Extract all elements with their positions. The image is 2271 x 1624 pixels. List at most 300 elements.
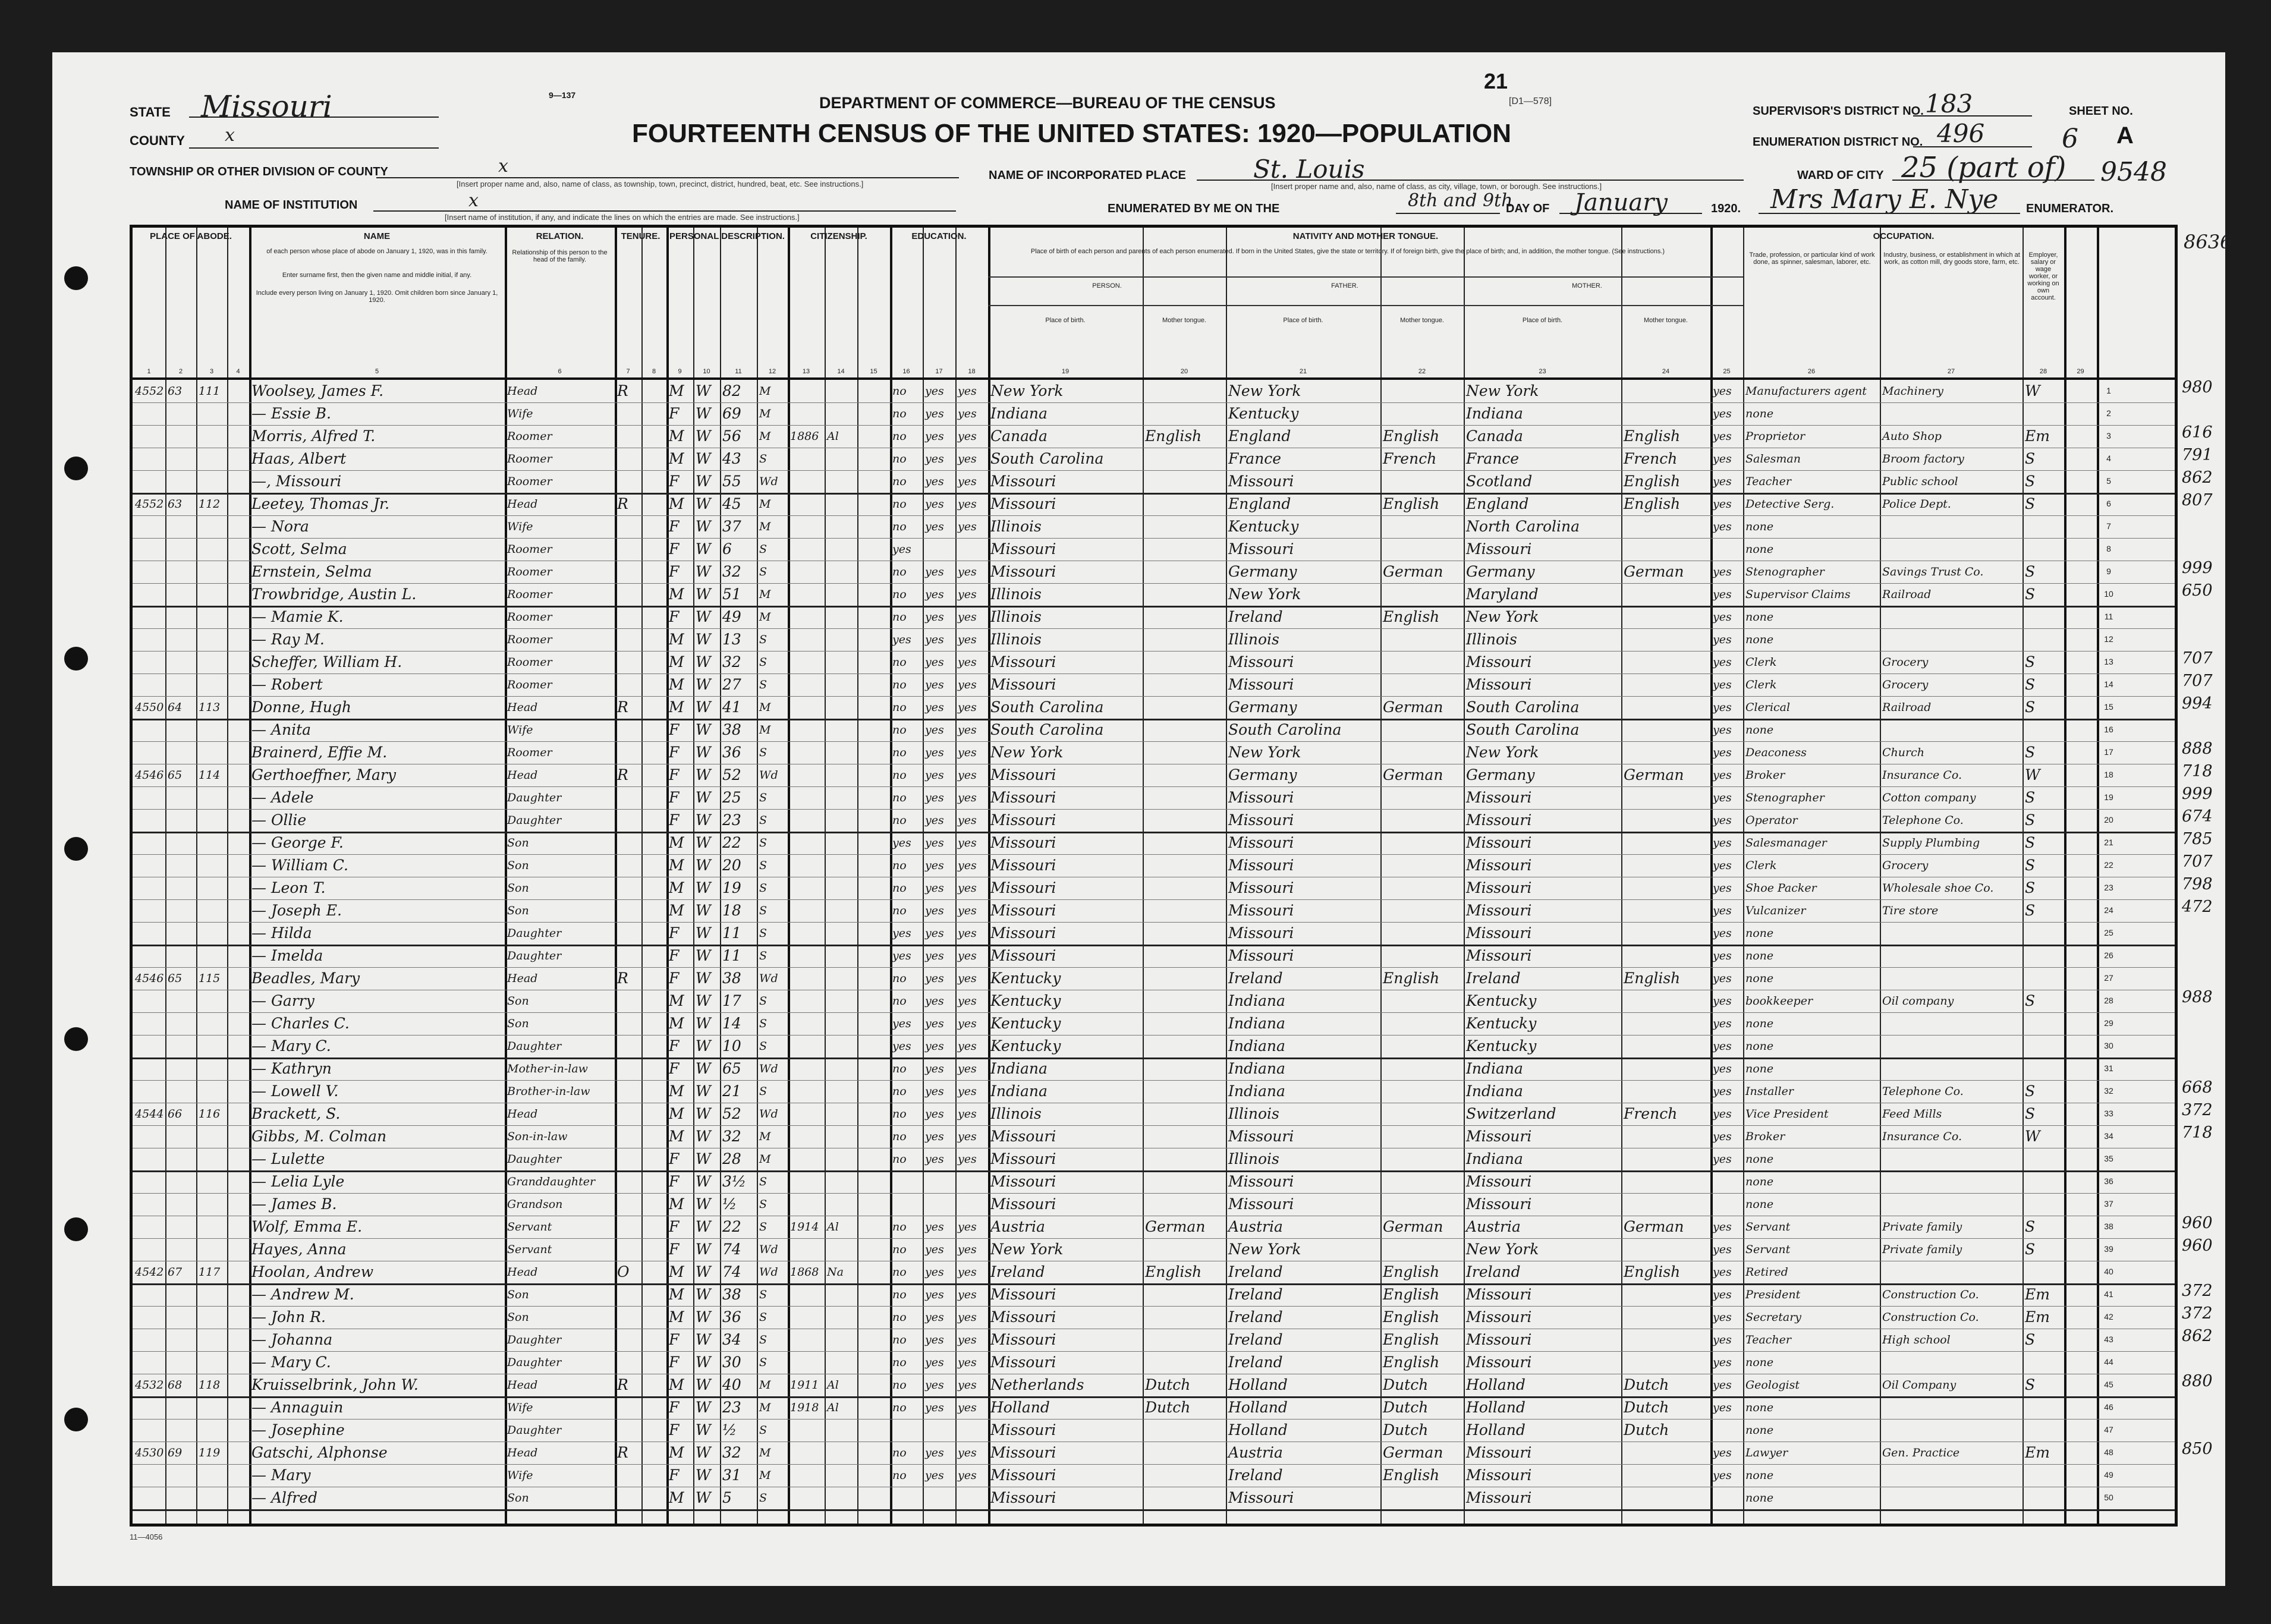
cell-mpob: Ireland [1466,1263,1521,1280]
column-number: 2 [178,368,183,375]
cell-pob: Missouri [990,766,1056,783]
cell-mpob: Canada [1466,427,1523,445]
cell-industry: Railroad [1882,588,1932,601]
cell-mpob: England [1466,495,1529,512]
cell-school: yes [892,543,911,556]
cell-name: — Andrew M. [251,1286,354,1303]
cell-eng: yes [1713,430,1732,443]
cell-street: 4546 [135,972,164,985]
occupation-code: 472 [2182,898,2213,916]
cell-school: no [892,1107,907,1121]
cell-industry: Auto Shop [1882,430,1942,443]
line-number: 50 [2104,1493,2113,1502]
cell-cls: S [2025,450,2036,467]
cell-rel: Son [507,882,529,895]
cell-eng: yes [1713,1085,1732,1098]
cell-fpob: Ireland [1228,1466,1283,1484]
footer-code: 11—4056 [130,1532,163,1541]
cell-school: no [892,859,907,872]
cell-mpob: New York [1466,382,1539,399]
cell-own: R [617,495,628,512]
cell-ftongue: Dutch [1383,1376,1429,1393]
cell-race: W [696,631,711,648]
cell-read: yes [925,1085,944,1098]
cell-write: yes [958,994,977,1008]
column-number: 18 [968,368,976,375]
cell-fpob: Austria [1228,1444,1283,1461]
cell-race: W [696,1082,711,1100]
cell-pob: Missouri [990,495,1056,512]
cell-sex: M [669,1489,684,1506]
cell-trade: Teacher [1745,475,1791,488]
enumerator-name: Mrs Mary E. Nye [1770,184,1999,215]
cell-trade: Clerk [1745,859,1777,872]
form-code: [D1—578] [1509,96,1552,106]
cell-eng: yes [1713,769,1732,782]
cell-rel: Wife [507,1401,533,1414]
cell-name: Brackett, S. [251,1105,341,1122]
cell-fpob: England [1228,427,1291,445]
cell-name: Hayes, Anna [251,1241,347,1258]
place-value: St. Louis [1253,155,1365,184]
cell-school: no [892,994,907,1008]
cell-race: W [696,1015,711,1032]
cell-age: 10 [722,1037,741,1055]
line-number: 35 [2104,1154,2113,1163]
cell-write: yes [958,1220,977,1233]
cell-rel: Roomer [507,565,552,578]
cell-sex: M [669,495,684,512]
cell-rel: Daughter [507,1040,562,1053]
township-note: [Insert proper name and, also, name of class, as township, town, precinct, district, hundred, beat, etc. See instructions.] [457,180,864,188]
cell-industry: Tire store [1882,904,1939,917]
form-number: 9—137 [549,90,576,100]
institution-label: NAME OF INSTITUTION [225,199,358,212]
cell-mpob: Illinois [1466,631,1517,648]
cell-mpob: Indiana [1466,1150,1523,1167]
table-row [133,877,2175,900]
cell-pob: Missouri [990,1173,1056,1190]
cell-ms: S [759,1356,768,1369]
table-row [133,1351,2175,1374]
cell-school: no [892,475,907,488]
cell-race: W [696,518,711,535]
cell-rel: Head [507,1378,538,1392]
column-number: 14 [837,368,845,375]
margin-note: 8636 [2184,231,2232,253]
cell-fam: 118 [199,1378,221,1392]
cell-write: yes [958,1356,977,1369]
cell-trade: Detective Serg. [1745,498,1835,511]
occupation-code: 960 [2182,1214,2213,1232]
cell-trade: Stenographer [1745,791,1825,804]
table-row [133,990,2175,1013]
cell-rel: Roomer [507,610,552,624]
cell-rel: Son [507,1311,529,1324]
cell-mpob: New York [1466,744,1539,761]
cell-rel: Wife [507,723,533,737]
cell-ms: S [759,836,768,849]
cell-sex: F [669,563,680,580]
cell-ftongue: English [1383,1308,1440,1326]
cell-eng: yes [1713,1017,1732,1030]
punch-hole [64,837,88,861]
name-description-2: Enter surname first, then the given name and middle initial, if any. [282,272,472,279]
cell-pob: Missouri [990,947,1056,964]
cell-write: yes [958,1311,977,1324]
cell-write: yes [958,1130,977,1143]
table-row [133,1035,2175,1059]
cell-fpob: Ireland [1228,1354,1283,1371]
cell-ms: S [759,746,768,759]
cell-name: — Mamie K. [251,608,344,625]
cell-pob: Illinois [990,518,1042,535]
cell-race: W [696,676,711,693]
cell-sex: F [669,1354,680,1371]
cell-sex: M [669,1105,684,1122]
nativity-description: Place of birth of each person and parents of each person enumerated. If born in the United States, give the state or territory. If of foreign birth, give the place of birth; and, in addition, the mother tongue. (See instructions.) [1030,248,1665,255]
cell-ms: S [759,949,768,962]
cell-rel: Head [507,385,538,398]
occupation-code: 850 [2182,1440,2213,1458]
cell-name: — Josephine [251,1421,345,1439]
cell-school: no [892,1220,907,1233]
place-note: [Insert proper name and, also, name of class, as city, village, town, or borough. See instructions.] [1271,182,1602,191]
table-row [133,832,2175,855]
cell-ms: S [759,791,768,804]
cell-street: 4550 [135,701,164,714]
supervisor-label: SUPERVISOR'S DISTRICT NO. [1753,105,1924,118]
cell-school: no [892,1062,907,1075]
mother-mother-tongue: Mother tongue. [1644,317,1688,324]
cell-cls: S [2025,1241,2036,1258]
cell-trade: Proprietor [1745,430,1806,443]
ward-extra: 9548 [2100,157,2167,187]
cell-read: yes [925,1288,944,1301]
cell-school: no [892,791,907,804]
cell-cls: S [2025,586,2036,603]
cell-write: yes [958,814,977,827]
cell-name: — Alfred [251,1489,317,1506]
cell-read: yes [925,746,944,759]
table-row [133,1283,2175,1307]
cell-pob: Canada [990,427,1048,445]
cell-race: W [696,1399,711,1416]
cell-fpob: Missouri [1228,947,1294,964]
cell-own: R [617,698,628,716]
cell-write: yes [958,1333,977,1346]
cell-race: W [696,1444,711,1461]
cell-mpob: Kentucky [1466,992,1537,1009]
cell-ftongue: English [1383,1286,1440,1303]
cell-write: yes [958,565,977,578]
table-row [133,945,2175,968]
cell-school: no [892,498,907,511]
cell-age: 23 [722,811,741,829]
line-number: 9 [2106,566,2111,576]
cell-read: yes [925,520,944,533]
cell-name: — Essie B. [251,405,331,422]
cell-trade: none [1745,1040,1774,1053]
column-group-label: RELATION. [536,231,584,241]
column-number: 9 [678,368,682,375]
cell-house: 69 [168,1446,183,1459]
cell-pob: Missouri [990,1331,1056,1348]
cell-ms: Wd [759,475,778,488]
column-number: 20 [1180,368,1188,375]
table-row [133,1125,2175,1148]
cell-eng: yes [1713,565,1732,578]
cell-age: 25 [722,789,741,806]
cell-age: 45 [722,495,741,512]
cell-read: yes [925,701,944,714]
cell-mtongue: French [1624,1105,1678,1122]
cell-read: yes [925,1153,944,1166]
cell-school: no [892,882,907,895]
cell-pob: Illinois [990,1105,1042,1122]
cell-read: yes [925,498,944,511]
cell-pob: Austria [990,1218,1045,1235]
cell-mpob: New York [1466,608,1539,625]
table-row [133,1103,2175,1126]
cell-age: 32 [722,563,741,580]
cell-rel: Roomer [507,452,552,465]
cell-read: yes [925,1220,944,1233]
cell-read: yes [925,610,944,624]
cell-ms: M [759,407,771,420]
cell-race: W [696,970,711,987]
cell-fpob: Indiana [1228,992,1285,1009]
cell-mpob: Missouri [1466,1195,1532,1213]
cell-write: yes [958,949,977,962]
cell-pob: Kentucky [990,1015,1061,1032]
cell-trade: none [1745,1153,1774,1166]
cell-sex: M [669,382,684,399]
cell-sex: M [669,834,684,851]
cell-name: Woolsey, James F. [251,382,384,399]
occupation-code: 807 [2182,491,2213,509]
line-number: 36 [2104,1176,2113,1186]
cell-rel: Son [507,859,529,872]
cell-age: 82 [722,382,741,399]
cell-eng: yes [1713,972,1732,985]
line-number: 20 [2104,815,2113,824]
cell-sex: F [669,766,680,783]
cell-school: no [892,1085,907,1098]
cell-house: 63 [168,498,183,511]
column-number: 17 [935,368,943,375]
occupation-code: 862 [2182,468,2213,487]
cell-nat: Al [827,1220,839,1233]
cell-write: yes [958,791,977,804]
cell-nat: Al [827,430,839,443]
cell-read: yes [925,565,944,578]
cell-write: yes [958,1288,977,1301]
cell-sex: M [669,653,684,671]
table-row [133,538,2175,561]
cell-mpob: Holland [1466,1376,1525,1393]
occupation-trade-desc: Trade, profession, or particular kind of work done, as spinner, salesman, laborer, etc. [1749,251,1875,266]
cell-rel: Granddaughter [507,1175,596,1188]
cell-industry: Police Dept. [1882,498,1951,511]
cell-eng: yes [1713,407,1732,420]
cell-race: W [696,1286,711,1303]
cell-fam: 114 [199,769,221,782]
cell-house: 66 [168,1107,183,1121]
cell-tongue: Dutch [1145,1399,1191,1416]
cell-fpob: Ireland [1228,1286,1283,1303]
table-row [133,628,2175,652]
cell-school: yes [892,1040,911,1053]
cell-cls: W [2025,1128,2040,1145]
cell-trade: none [1745,1424,1774,1437]
line-number: 3 [2106,431,2111,440]
cell-rel: Daughter [507,1333,562,1346]
table-row [133,922,2175,946]
cell-sex: M [669,1128,684,1145]
cell-write: yes [958,1017,977,1030]
cell-cls: S [2025,653,2036,671]
punch-hole [64,266,88,290]
cell-ms: S [759,994,768,1008]
cell-race: W [696,902,711,919]
cell-race: W [696,1060,711,1077]
cell-sex: F [669,789,680,806]
cell-trade: bookkeeper [1745,994,1813,1008]
cell-rel: Head [507,1266,538,1279]
cell-ms: S [759,1333,768,1346]
occupation-code: 798 [2182,875,2213,893]
cell-mpob: Holland [1466,1399,1525,1416]
cell-trade: Installer [1745,1085,1794,1098]
cell-write: yes [958,430,977,443]
cell-industry: Cotton company [1882,791,1976,804]
cell-cls: S [2025,857,2036,874]
cell-cls: S [2025,563,2036,580]
cell-trade: Salesmanager [1745,836,1827,849]
line-number: 28 [2104,996,2113,1005]
cell-eng: yes [1713,1356,1732,1369]
column-number: 8 [652,368,656,375]
column-number: 25 [1723,368,1731,375]
cell-read: yes [925,407,944,420]
cell-ms: S [759,1040,768,1053]
census-grid [130,225,2178,1527]
cell-school: yes [892,836,911,849]
cell-sex: F [669,1241,680,1258]
cell-name: — Lelia Lyle [251,1173,345,1190]
cell-mpob: Ireland [1466,970,1521,987]
cell-mpob: Scotland [1466,473,1533,490]
cell-race: W [696,924,711,942]
cell-industry: Supply Plumbing [1882,836,1980,849]
cell-mpob: South Carolina [1466,721,1580,738]
cell-cls: S [2025,811,2036,829]
cell-eng: yes [1713,1378,1732,1392]
cell-fpob: France [1228,450,1282,467]
cell-mtongue: Dutch [1624,1376,1669,1393]
cell-fpob: Ireland [1228,970,1283,987]
line-number: 31 [2104,1063,2113,1073]
cell-mtongue: English [1624,473,1681,490]
column-number: 28 [2039,368,2047,375]
cell-mpob: Missouri [1466,857,1532,874]
cell-tongue: English [1145,427,1202,445]
cell-read: yes [925,994,944,1008]
cell-industry: Savings Trust Co. [1882,565,1984,578]
cell-mpob: Switzerland [1466,1105,1556,1122]
column-group-label: NAME [363,231,391,241]
column-group-label: PLACE OF ABODE. [150,231,232,241]
cell-pob: Kentucky [990,1037,1061,1055]
cell-mpob: Germany [1466,766,1535,783]
cell-age: 38 [722,970,741,987]
cell-fpob: Ireland [1228,608,1283,625]
cell-fpob: Missouri [1228,1173,1294,1190]
cell-cls: Em [2025,427,2050,445]
line-number: 26 [2104,951,2113,960]
occupation-code: 999 [2182,785,2213,803]
cell-pob: Kentucky [990,970,1061,987]
cell-trade: Servant [1745,1220,1791,1233]
cell-age: 38 [722,1286,741,1303]
cell-industry: Insurance Co. [1882,1130,1962,1143]
cell-race: W [696,495,711,512]
column-number: 3 [209,368,214,375]
cell-name: — John R. [251,1308,326,1326]
cell-industry: Construction Co. [1882,1311,1979,1324]
cell-trade: Manufacturers agent [1745,385,1867,398]
cell-eng: yes [1713,610,1732,624]
cell-name: — James B. [251,1195,337,1213]
cell-eng: yes [1713,1333,1732,1346]
cell-name: Leetey, Thomas Jr. [251,495,390,512]
cell-ms: S [759,543,768,556]
cell-race: W [696,608,711,625]
cell-name: — Leon T. [251,879,326,896]
cell-race: W [696,698,711,716]
cell-age: 74 [722,1241,741,1258]
cell-sex: M [669,1444,684,1461]
cell-pob: Missouri [990,1308,1056,1326]
dept-line: DEPARTMENT OF COMMERCE—BUREAU OF THE CENSUS [819,94,1276,112]
cell-trade: none [1745,972,1774,985]
cell-age: 69 [722,405,741,422]
punch-hole [64,1027,88,1051]
cell-ms: S [759,1491,768,1505]
table-row [133,1170,2175,1194]
cell-pob: South Carolina [990,698,1104,716]
column-group-label: PERSONAL DESCRIPTION. [669,231,785,241]
occupation-code: 372 [2182,1304,2213,1323]
cell-ms: M [759,1130,771,1143]
cell-read: yes [925,859,944,872]
cell-eng: yes [1713,814,1732,827]
cell-school: no [892,678,907,691]
sheet-label: SHEET NO. [2069,105,2133,118]
cell-age: 14 [722,1015,741,1032]
cell-fpob: Indiana [1228,1082,1285,1100]
line-number: 22 [2104,860,2113,870]
cell-cls: S [2025,1331,2036,1348]
cell-ftongue: English [1383,1354,1440,1371]
table-row [133,583,2175,608]
table-row [133,493,2175,516]
cell-fam: 112 [199,498,221,511]
cell-eng: yes [1713,1220,1732,1233]
cell-trade: Retired [1745,1266,1788,1279]
cell-sex: M [669,1263,684,1280]
